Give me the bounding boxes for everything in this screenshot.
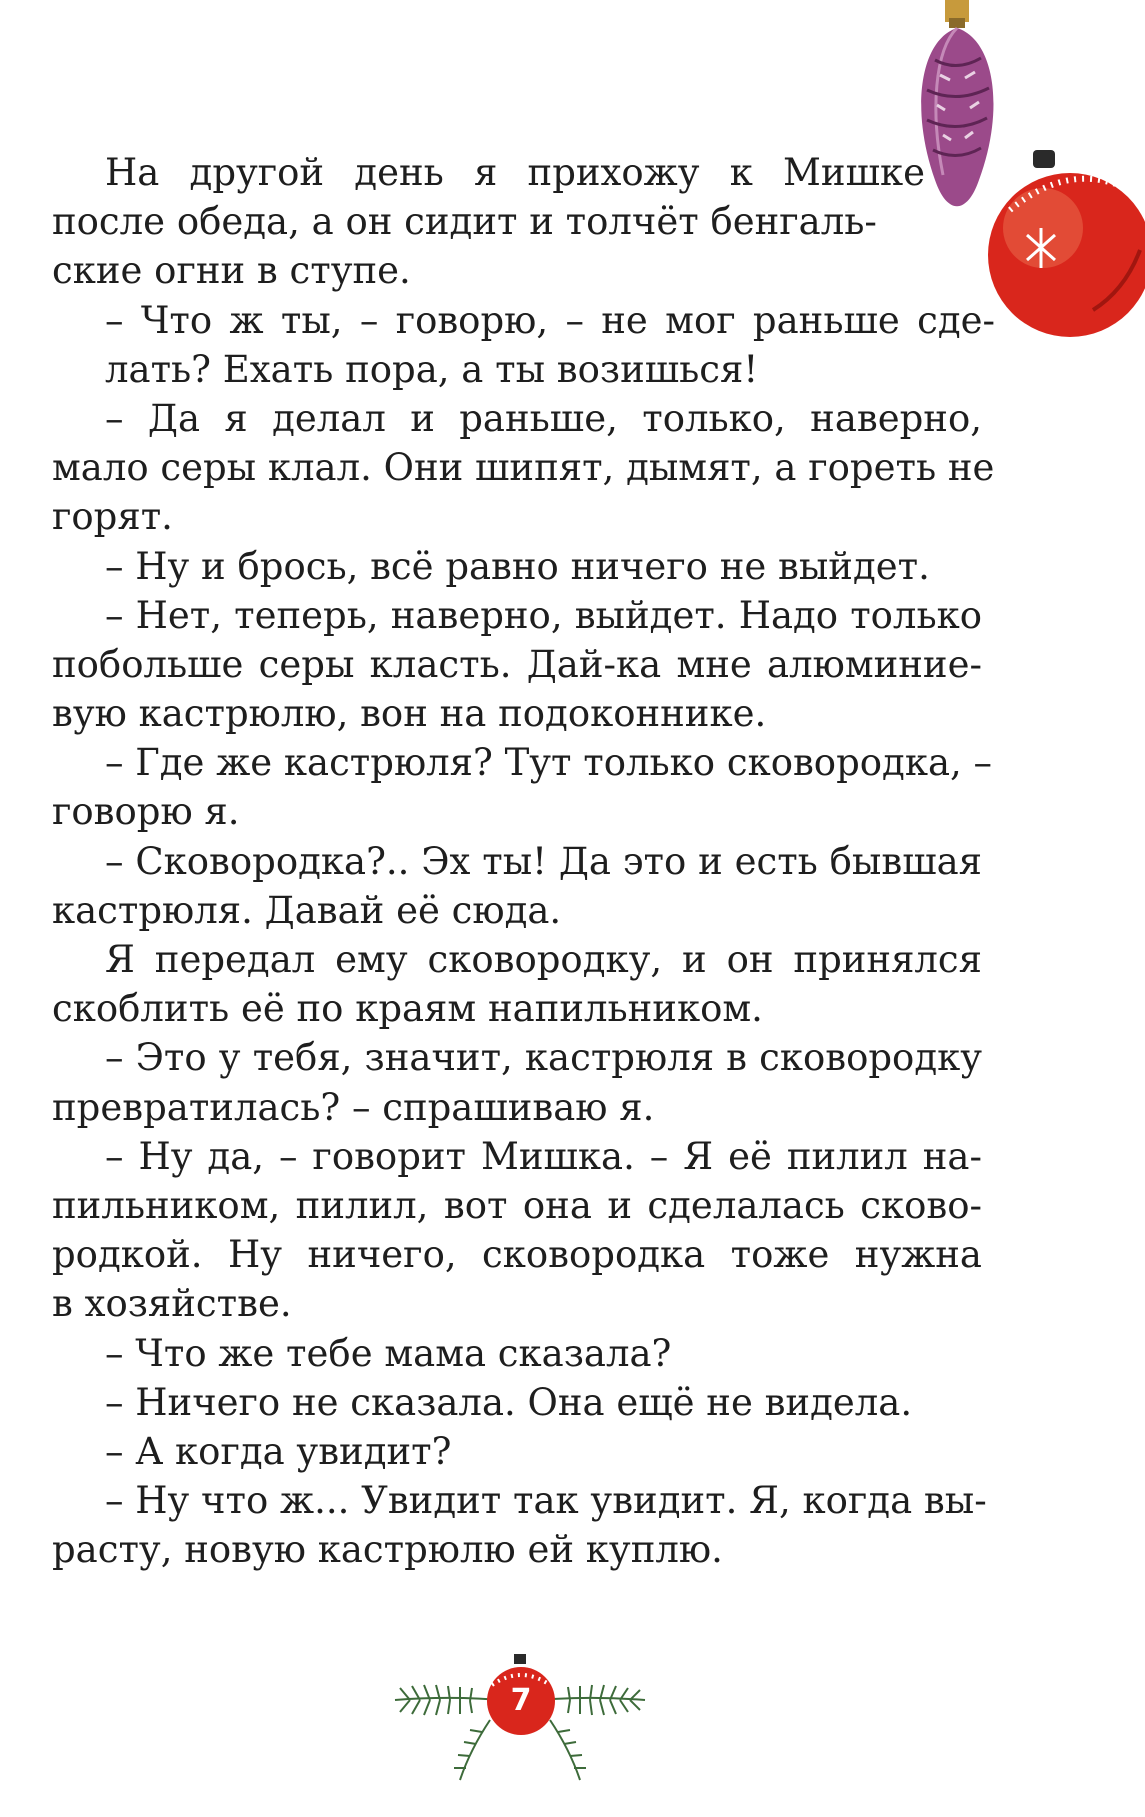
- text-line: кастрюля. Давай её сюда.: [52, 888, 562, 932]
- text-line: скоблить её по краям напильником.: [52, 987, 763, 1031]
- text-line: – А когда увидит?: [105, 1429, 452, 1473]
- text-line: пильником, пилил, вот она и сделалась сково-: [52, 1183, 982, 1227]
- text-line: расту, новую кастрюлю ей куплю.: [52, 1528, 723, 1572]
- text-line: – Что ж ты, – говорю, – не мог раньше сде-: [105, 298, 995, 342]
- text-line: мало серы клал. Они шипят, дымят, а гореть не: [52, 446, 995, 490]
- page-number: 7: [510, 1683, 532, 1718]
- story-text: [52, 148, 995, 1574]
- text-line: – Это у тебя, значит, кастрюля в сковородку: [105, 1036, 982, 1080]
- text-line: – Где же кастрюля? Тут только сковородка, –: [105, 741, 993, 785]
- text-line: ские огни в ступе.: [52, 249, 411, 293]
- text-line: – Ну и брось, всё равно ничего не выйдет.: [105, 544, 930, 588]
- text-line: Я передал ему сковородку, и он принялся: [105, 938, 982, 981]
- text-line: – Ничего не сказала. Она ещё не видела.: [105, 1380, 913, 1424]
- text-line: – Ну что ж... Увидит так увидит. Я, когда вы-: [105, 1479, 987, 1523]
- text-line: побольше серы класть. Дай-ка мне алюминие-: [52, 642, 982, 686]
- text-line: вую кастрюлю, вон на подоконнике.: [52, 692, 767, 736]
- text-line: в хозяйстве.: [52, 1282, 292, 1326]
- text-line: превратилась? – спрашиваю я.: [52, 1085, 655, 1129]
- text-line: На другой день я прихожу к Мишке: [105, 151, 925, 194]
- text-line: лать? Ехать пора, а ты возишься!: [105, 347, 759, 391]
- text-line: – Нет, теперь, наверно, выйдет. Надо только: [105, 593, 982, 637]
- text-line: говорю я.: [52, 790, 240, 834]
- text-line: – Ну да, – говорит Мишка. – Я её пилил на-: [105, 1134, 982, 1178]
- page-footer: [390, 1640, 650, 1790]
- text-line: – Что же тебе мама сказала?: [105, 1331, 672, 1375]
- text-line: горят.: [52, 495, 173, 539]
- text-line: после обеда, а он сидит и толчёт бенгаль-: [52, 200, 877, 244]
- text-line: – Сковородка?.. Эх ты! Да это и есть бывшая: [105, 839, 982, 883]
- text-line: родкой. Ну ничего, сковородка тоже нужна: [52, 1233, 982, 1277]
- text-line: – Да я делал и раньше, только, наверно,: [105, 396, 982, 440]
- red-ball-ornament-icon: [988, 150, 1145, 337]
